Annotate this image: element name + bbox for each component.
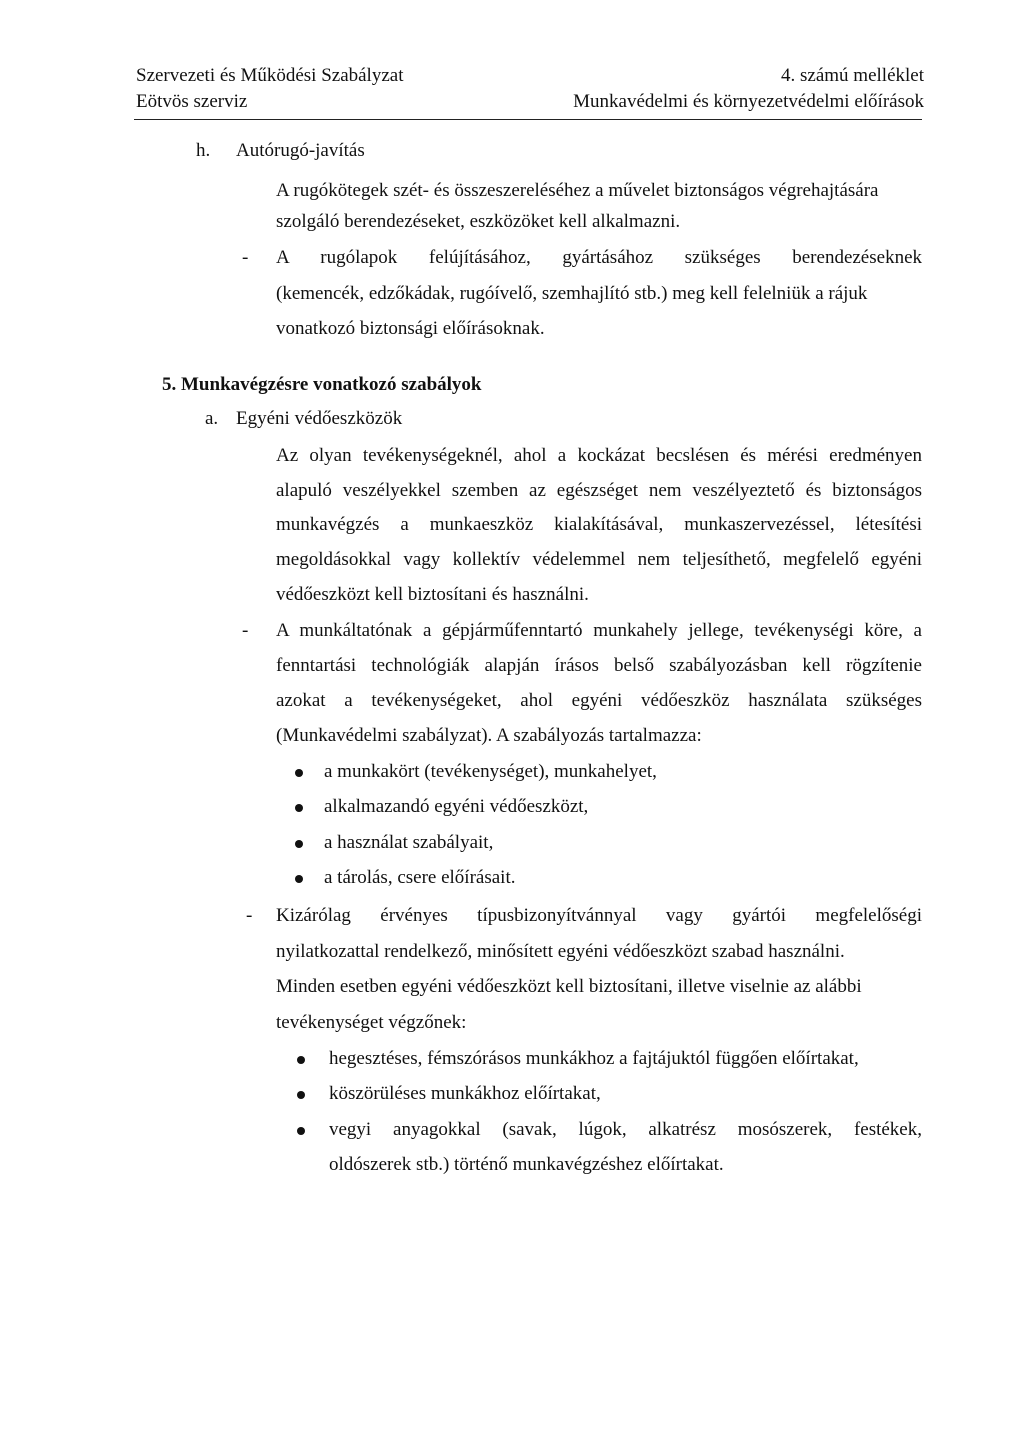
dash-marker: -: [242, 247, 249, 268]
section-h-dash-line: vonatkozó biztonsági előírásoknak.: [276, 318, 545, 339]
dash-marker: -: [242, 620, 249, 641]
bullet-item: köszörüléses munkákhoz előírtakat,: [329, 1083, 601, 1104]
bullet-item: a használat szabályait,: [324, 832, 494, 853]
header-divider: [134, 119, 922, 120]
sub-a-dash2-line: Minden esetben egyéni védőeszközt kell biztosítani, illetve viselnie az alábbi: [276, 976, 862, 997]
bullet-icon: [295, 804, 303, 812]
dash-marker: -: [246, 905, 253, 926]
section-h-paragraph-line: A rugókötegek szét- és összeszereléséhez a művelet biztonságos végrehajtására: [276, 180, 879, 201]
bullet-item: hegesztéses, fémszórásos munkákhoz a fajtájuktól függően előírtakat,: [329, 1048, 859, 1069]
sub-a-paragraph-line: védőeszközt kell biztosítani és használni.: [276, 584, 589, 605]
header-annex-title: Munkavédelmi és környezetvédelmi előírások: [573, 91, 924, 112]
sub-a-dash2-line: Kizárólag érvényes típusbizonyítvánnyal vagy gyártói megfelelőségi: [276, 905, 922, 926]
bullet-icon: [295, 875, 303, 883]
bullet-icon: [295, 840, 303, 848]
sub-a-marker: a.: [205, 408, 219, 429]
sub-a-dash1-line: fenntartási technológiák alapján írásos belső szabályozásban kell rögzítenie: [276, 655, 922, 676]
sub-a-paragraph-line: megoldásokkal vagy kollektív védelemmel nem teljesíthető, megfelelő egyéni: [276, 549, 922, 570]
sub-a-title: Egyéni védőeszközök: [236, 408, 403, 429]
bullet-item: a tárolás, csere előírásait.: [324, 867, 516, 888]
header-doc-title: Szervezeti és Működési Szabályzat: [136, 65, 404, 86]
bullet-icon: [297, 1056, 305, 1064]
header-unit-name: Eötvös szerviz: [136, 91, 248, 112]
section-h-dash-line: (kemencék, edzőkádak, rugóívelő, szemhajlító stb.) meg kell felelniük a rájuk: [276, 283, 868, 304]
sub-a-dash2-line: tevékenységet végzőnek:: [276, 1012, 467, 1033]
sub-a-dash1-line: A munkáltatónak a gépjárműfenntartó munkahely jellege, tevékenységi köre, a: [276, 620, 922, 641]
section-5-heading: 5. Munkavégzésre vonatkozó szabályok: [162, 374, 482, 395]
sub-a-dash2-line: nyilatkozattal rendelkező, minősített egyéni védőeszközt szabad használni.: [276, 941, 845, 962]
section-h-paragraph-line: szolgáló berendezéseket, eszközöket kell alkalmazni.: [276, 211, 681, 232]
header-annex-number: 4. számú melléklet: [781, 65, 924, 86]
section-h-marker: h.: [196, 140, 211, 161]
bullet-icon: [297, 1127, 305, 1135]
sub-a-paragraph-line: munkavégzés a munkaeszköz kialakításával, munkaszervezéssel, létesítési: [276, 514, 922, 535]
bullet-icon: [297, 1091, 305, 1099]
bullet-item: a munkakört (tevékenységet), munkahelyet,: [324, 761, 657, 782]
sub-a-dash1-line: azokat a tevékenységeket, ahol egyéni védőeszköz használata szükséges: [276, 690, 922, 711]
bullet-item: alkalmazandó egyéni védőeszközt,: [324, 796, 589, 817]
section-h-title: Autórugó-javítás: [236, 140, 365, 161]
sub-a-paragraph-line: alapuló veszélyekkel szemben az egészséget nem veszélyeztető és biztonságos: [276, 480, 922, 501]
section-h-dash-line: A rugólapok felújításához, gyártásához szükséges berendezéseknek: [276, 247, 922, 268]
sub-a-dash1-line: (Munkavédelmi szabályzat). A szabályozás tartalmazza:: [276, 725, 702, 746]
sub-a-paragraph-line: Az olyan tevékenységeknél, ahol a kockázat becslésen és mérési eredményen: [276, 445, 922, 466]
bullet-item-continuation: oldószerek stb.) történő munkavégzéshez előírtakat.: [329, 1154, 724, 1175]
bullet-item: vegyi anyagokkal (savak, lúgok, alkatrész mosószerek, festékek,: [329, 1119, 922, 1140]
bullet-icon: [295, 769, 303, 777]
